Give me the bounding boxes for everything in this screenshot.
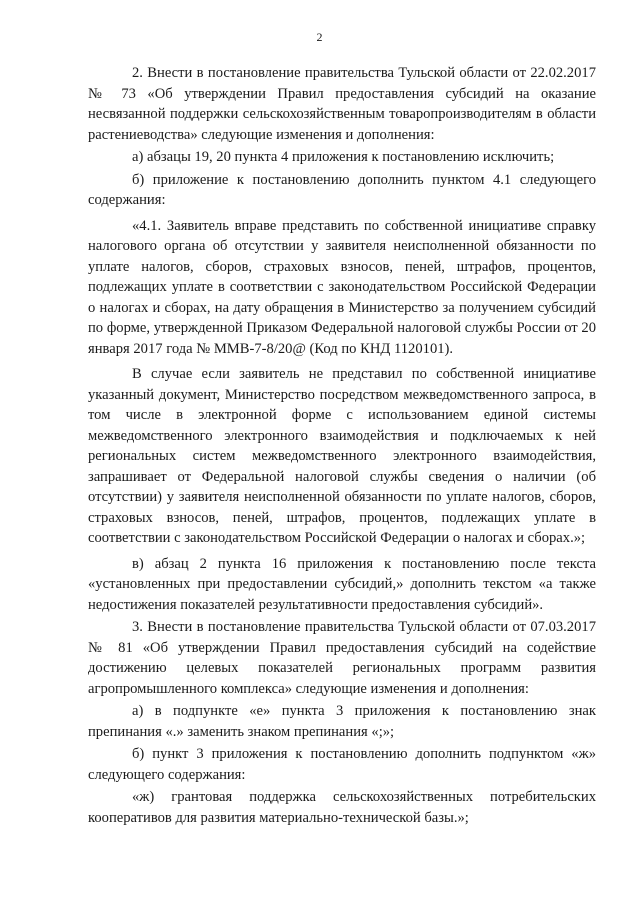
document-body <box>88 63 596 828</box>
paragraph-subitem-v: в) абзац 2 пункта 16 приложения к постановлению после текста «установленных при предоставлении субсидий,» дополнить текстом «а также недостижения показателей результативности предоставления субсидий». <box>88 555 596 613</box>
paragraph-item-3-subitem-a: а) в подпункте «е» пункта 3 приложения к постановлению знак препинания «.» заменить знаком препинания «;»; <box>88 703 596 740</box>
paragraph-item-3-subitem-b: б) пункт 3 приложения к постановлению дополнить подпунктом «ж» следующего содержания: <box>88 746 596 783</box>
paragraph-subitem-b: б) приложение к постановлению дополнить пунктом 4.1 следующего содержания: <box>88 171 596 208</box>
paragraph-quoted-continuation: В случае если заявитель не представил по собственной инициативе указанный документ, Министерство посредством межведомственного запроса, в том числе в электронной форме с использованием единой системы межведомственного электронного взаимодействия и подключаемых к ней региональных систем межведомственного электронного взаимодействия, запрашивает от Федеральной налоговой службы сведения о наличии (об отсутствии) у заявителя неисполненной обязанности по уплате налогов, сборов, страховых взносов, пеней, штрафов, процентов, подлежащих уплате в соответствии с законодательством Российской Федерации о налогах и сборах.»; <box>88 366 596 546</box>
paragraph-quoted-zh: «ж) грантовая поддержка сельскохозяйственных потребительских кооперативов для развития материально-технической базы.»; <box>88 789 596 826</box>
page-number: 2 <box>316 30 323 44</box>
paragraph-item-3: 3. Внести в постановление правительства Тульской области от 07.03.2017 № 81 «Об утверждении Правил предоставления субсидий на содействие достижению целевых показателей региональных программ развития агропромышленного комплекса» следующие изменения и дополнения: <box>88 619 596 697</box>
paragraph-item-2: 2. Внести в постановление правительства Тульской области от 22.02.2017 № 73 «Об утверждении Правил предоставления субсидий на оказание несвязанной поддержки сельскохозяйственным товаропроизводителям в области растениеводства» следующие изменения и дополнения: <box>88 65 596 143</box>
paragraph-quoted-4-1: «4.1. Заявитель вправе представить по собственной инициативе справку налогового органа об отсутствии у заявителя неисполненной обязанности по уплате налогов, сборов, страховых взносов, пеней, штрафов, процентов, подлежащих уплате в соответствии с законодательством Российской Федерации о налогах и сборах, на дату обращения в Министерство за получением субсидий по форме, утвержденной Приказом Федеральной налоговой службы России от 20 января 2017 года № ММВ-7-8/20@ (Код по КНД 1120101). <box>88 217 596 357</box>
paragraph-subitem-a: а) абзацы 19, 20 пункта 4 приложения к постановлению исключить; <box>132 149 555 165</box>
